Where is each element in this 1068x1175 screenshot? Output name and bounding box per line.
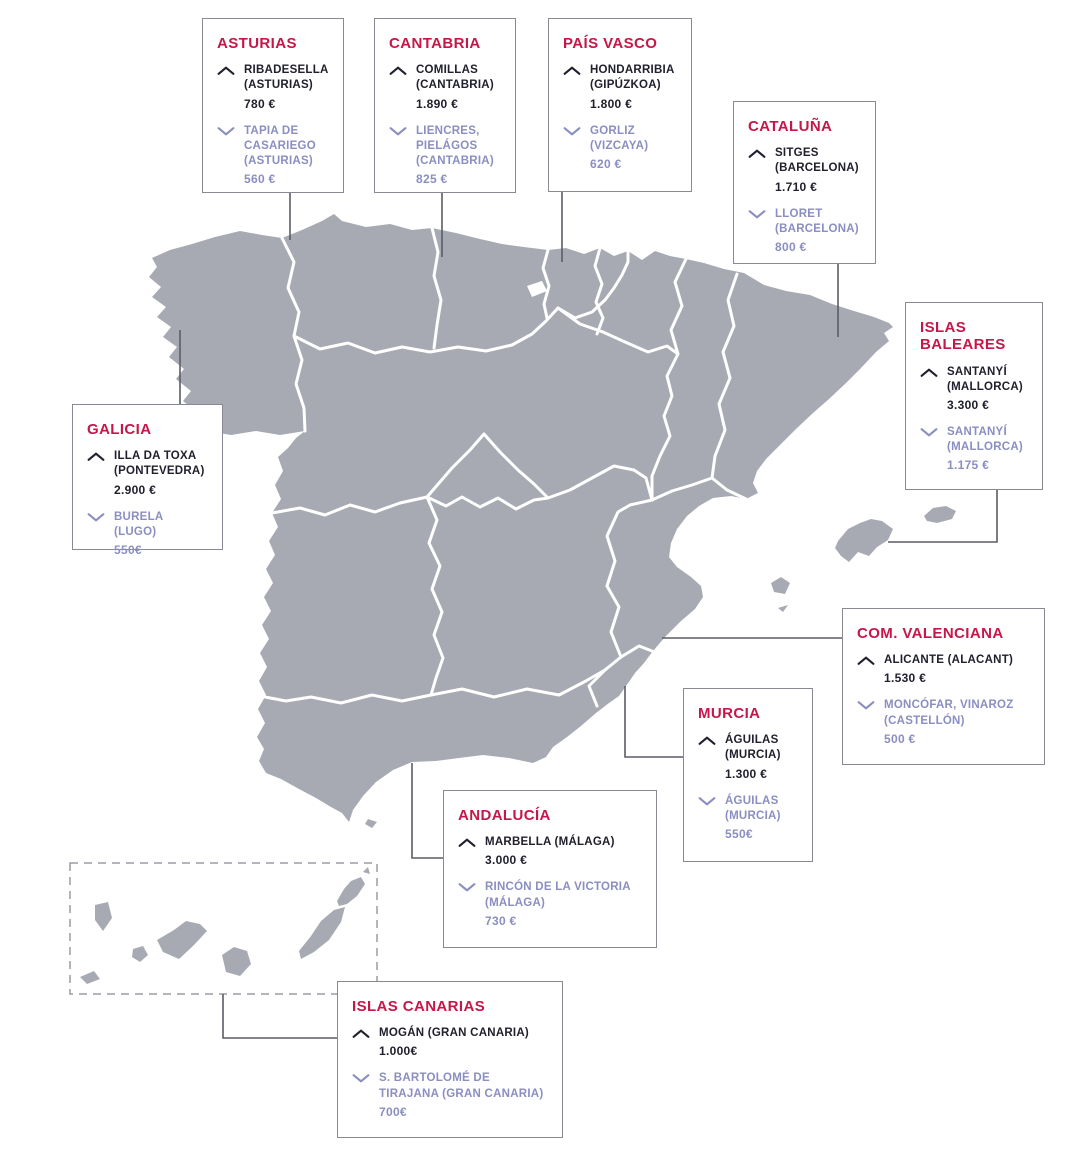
region-title: ISLAS CANARIAS: [352, 998, 486, 1015]
min-place: MONCÓFAR, VINAROZ (CASTELLÓN): [884, 699, 1014, 727]
chevron-up-icon: [87, 452, 105, 461]
canary-islands-shapes: [80, 867, 370, 984]
max-price-entry: [217, 63, 329, 110]
region-card-galicia: [72, 404, 223, 557]
region-card-cataluna: [733, 101, 876, 264]
min-price-entry: [698, 794, 798, 841]
region-title: CATALUÑA: [748, 118, 833, 135]
min-place: GORLIZ (VIZCAYA): [590, 124, 649, 152]
region-card-pais-vasco: [548, 18, 692, 192]
max-price-entry: [458, 835, 642, 867]
max-place: ALICANTE (ALACANT): [884, 654, 1014, 667]
min-price: 500 €: [884, 731, 916, 746]
region-title: COM. VALENCIANA: [857, 625, 1004, 642]
region-card-islas-baleares: [905, 302, 1043, 490]
chevron-down-icon: [920, 428, 938, 437]
max-price: 1.000€: [379, 1044, 418, 1059]
chevron-up-icon: [217, 66, 235, 75]
max-price: 1.890 €: [416, 96, 459, 111]
region-title: GALICIA: [87, 421, 152, 438]
max-price-entry: [920, 365, 1028, 412]
chevron-up-icon: [352, 1029, 370, 1038]
min-price: 825 €: [416, 172, 448, 187]
region-title: PAÍS VASCO: [563, 35, 658, 52]
region-card-com-valenciana: [842, 608, 1045, 765]
min-price-entry: [920, 425, 1028, 472]
chevron-up-icon: [748, 149, 766, 158]
chevron-down-icon: [352, 1074, 370, 1083]
max-place: ÁGUILAS (MURCIA): [725, 734, 781, 762]
min-price: 800 €: [775, 239, 807, 254]
chevron-up-icon: [563, 66, 581, 75]
min-price-entry: [217, 124, 329, 187]
min-price: 550€: [114, 542, 142, 557]
max-place: HONDARRIBIA (GIPÚZKOA): [590, 64, 675, 92]
max-price-entry: [563, 63, 677, 110]
max-price: 1.800 €: [590, 96, 633, 111]
max-price-entry: [857, 653, 1030, 685]
region-card-andalucia: [443, 790, 657, 948]
chevron-down-icon: [87, 513, 105, 522]
chevron-down-icon: [389, 127, 407, 136]
min-price-entry: [458, 880, 642, 927]
max-price: 3.000 €: [485, 853, 528, 868]
min-place: BURELA (LUGO): [114, 510, 163, 538]
min-price: 730 €: [485, 913, 517, 928]
max-place: ILLA DA TOXA (PONTEVEDRA): [114, 450, 205, 478]
max-price-entry: [389, 63, 501, 110]
min-price: 620 €: [590, 156, 622, 171]
chevron-up-icon: [920, 368, 938, 377]
max-place: SITGES (BARCELONA): [775, 147, 859, 175]
max-place: COMILLAS (CANTABRIA): [416, 64, 494, 92]
min-price: 1.175 €: [947, 458, 990, 473]
chevron-up-icon: [458, 838, 476, 847]
max-place: MOGÁN (GRAN CANARIA): [379, 1027, 530, 1040]
min-place: LIENCRES, PIELÁGOS (CANTABRIA): [416, 124, 494, 167]
chevron-up-icon: [389, 66, 407, 75]
min-price-entry: [352, 1071, 548, 1118]
min-place: SANTANYÍ (MALLORCA): [947, 425, 1023, 454]
min-price-entry: [87, 510, 208, 557]
max-price-entry: [748, 146, 861, 193]
chevron-down-icon: [217, 127, 235, 136]
max-price: 1.530 €: [884, 671, 927, 686]
min-price: 560 €: [244, 172, 276, 187]
max-price-entry: [698, 733, 798, 780]
min-price: 700€: [379, 1104, 407, 1119]
max-place: MARBELLA (MÁLAGA): [485, 836, 615, 849]
region-title: CANTABRIA: [389, 35, 481, 52]
chevron-up-icon: [857, 656, 875, 665]
max-price-entry: [352, 1026, 548, 1058]
chevron-down-icon: [748, 210, 766, 219]
region-title: ASTURIAS: [217, 35, 297, 52]
min-price-entry: [389, 124, 501, 187]
max-place: SANTANYÍ (MALLORCA): [947, 365, 1023, 393]
min-price-entry: [857, 698, 1030, 745]
chevron-down-icon: [563, 127, 581, 136]
region-title: ISLAS BALEARES: [920, 319, 1006, 354]
min-place: S. BARTOLOMÉ DE TIRAJANA (GRAN CANARIA): [379, 1072, 544, 1100]
max-price: 780 €: [244, 96, 276, 111]
min-place: ÁGUILAS (MURCIA): [725, 794, 781, 822]
region-card-asturias: [202, 18, 344, 193]
min-price: 550€: [725, 826, 753, 841]
region-title: ANDALUCÍA: [458, 807, 551, 824]
region-card-murcia: [683, 688, 813, 862]
max-price: 3.300 €: [947, 397, 990, 412]
min-price-entry: [748, 207, 861, 254]
max-price: 1.710 €: [775, 179, 818, 194]
min-place: LLORET (BARCELONA): [775, 207, 859, 235]
min-price-entry: [563, 124, 677, 171]
chevron-down-icon: [458, 883, 476, 892]
max-price: 2.900 €: [114, 482, 157, 497]
chevron-down-icon: [857, 701, 875, 710]
chevron-down-icon: [698, 797, 716, 806]
min-place: RINCÓN DE LA VICTORIA (MÁLAGA): [485, 881, 631, 909]
max-place: RIBADESELLA (ASTURIAS): [244, 64, 329, 92]
region-card-cantabria: [374, 18, 516, 193]
region-title: MURCIA: [698, 705, 761, 722]
max-price-entry: [87, 449, 208, 496]
max-price: 1.300 €: [725, 766, 768, 781]
balearic-islands-shapes: [771, 506, 956, 612]
min-place: TAPIA DE CASARIEGO (ASTURIAS): [244, 124, 316, 167]
region-card-islas-canarias: [337, 981, 563, 1138]
chevron-up-icon: [698, 736, 716, 745]
